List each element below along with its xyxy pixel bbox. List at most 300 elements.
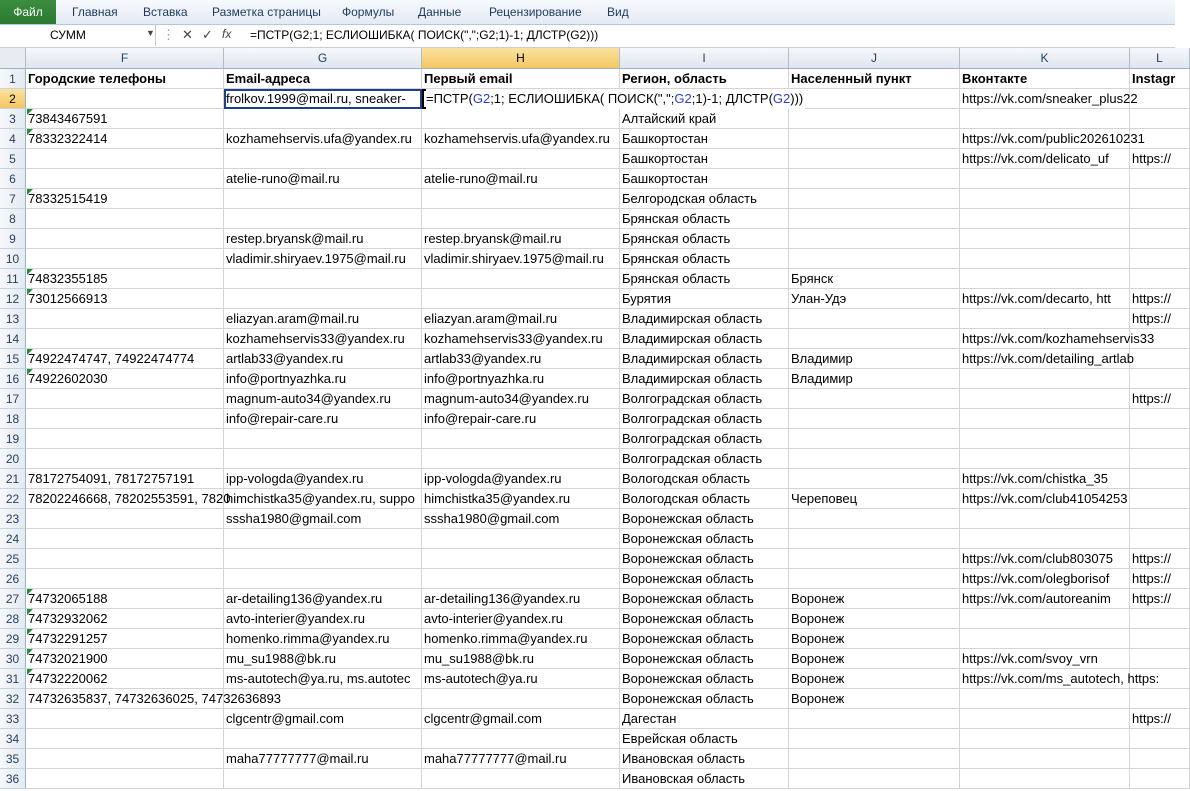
cell-g[interactable]: magnum-auto34@yandex.ru: [224, 389, 422, 409]
row-header[interactable]: 27: [0, 589, 26, 609]
row-header[interactable]: 31: [0, 669, 26, 689]
cell-k[interactable]: [960, 309, 1130, 329]
cell-h[interactable]: [422, 569, 620, 589]
cell-i[interactable]: Брянская область: [620, 269, 789, 289]
row-header[interactable]: 36: [0, 769, 26, 789]
cell-l[interactable]: [1130, 629, 1190, 649]
cell-l[interactable]: [1130, 529, 1190, 549]
cell-j[interactable]: [789, 309, 960, 329]
cell-i[interactable]: Башкортостан: [620, 129, 789, 149]
cell-k[interactable]: https://vk.com/club41054253: [960, 489, 1130, 509]
cell-i[interactable]: Воронежская область: [620, 509, 789, 529]
row-header[interactable]: 33: [0, 709, 26, 729]
cell-g[interactable]: [224, 289, 422, 309]
cell-j[interactable]: [789, 129, 960, 149]
cell-g[interactable]: [224, 149, 422, 169]
cell-l[interactable]: https://: [1130, 289, 1190, 309]
row-header[interactable]: 7: [0, 189, 26, 209]
tab-home[interactable]: Главная: [72, 5, 118, 19]
cell-k[interactable]: [960, 109, 1130, 129]
cell-j[interactable]: [789, 209, 960, 229]
cell-h[interactable]: [422, 149, 620, 169]
cell-g-referenced[interactable]: frolkov.1999@mail.ru, sneaker-: [224, 89, 422, 109]
cell-i[interactable]: Владимирская область: [620, 309, 789, 329]
cell-k[interactable]: https://vk.com/sneaker_plus22: [960, 89, 1130, 109]
header-cell-k[interactable]: Вконтакте: [960, 69, 1130, 89]
tab-review[interactable]: Рецензирование: [489, 5, 582, 19]
cell-l[interactable]: [1130, 429, 1190, 449]
row-header[interactable]: 6: [0, 169, 26, 189]
cell-j[interactable]: [789, 389, 960, 409]
cell-h[interactable]: clgcentr@gmail.com: [422, 709, 620, 729]
cell-k[interactable]: https://vk.com/olegborisof: [960, 569, 1130, 589]
cell-j[interactable]: [789, 749, 960, 769]
cell-k[interactable]: [960, 369, 1130, 389]
tab-data[interactable]: Данные: [418, 5, 462, 19]
cell-k[interactable]: [960, 229, 1130, 249]
cell-f[interactable]: [26, 329, 224, 349]
cell-f[interactable]: 74732220062: [26, 669, 224, 689]
cell-k[interactable]: [960, 729, 1130, 749]
row-header[interactable]: 3: [0, 109, 26, 129]
cell-j[interactable]: [789, 569, 960, 589]
cell-j[interactable]: [789, 729, 960, 749]
row-header[interactable]: 18: [0, 409, 26, 429]
cell-k[interactable]: [960, 529, 1130, 549]
cell-k[interactable]: [960, 689, 1130, 709]
cell-i[interactable]: Брянская область: [620, 229, 789, 249]
cell-k[interactable]: [960, 429, 1130, 449]
cell-k[interactable]: [960, 709, 1130, 729]
cell-j[interactable]: Воронеж: [789, 629, 960, 649]
cell-h[interactable]: [422, 429, 620, 449]
cell-l[interactable]: [1130, 129, 1190, 149]
header-cell-g[interactable]: Email-адреса: [224, 69, 422, 89]
cell-f[interactable]: [26, 209, 224, 229]
cell-k[interactable]: [960, 449, 1130, 469]
cell-k[interactable]: https://vk.com/autoreanim: [960, 589, 1130, 609]
cell-h[interactable]: info@repair-care.ru: [422, 409, 620, 429]
chevron-down-icon[interactable]: ▼: [146, 28, 155, 38]
cell-g[interactable]: [224, 729, 422, 749]
insert-function-icon[interactable]: fx: [222, 27, 232, 41]
cell-g[interactable]: [224, 429, 422, 449]
cell-i[interactable]: Волгоградская область: [620, 389, 789, 409]
row-header[interactable]: 29: [0, 629, 26, 649]
row-header[interactable]: 8: [0, 209, 26, 229]
row-header[interactable]: 1: [0, 69, 26, 89]
column-header-k[interactable]: K: [960, 48, 1130, 69]
cell-h[interactable]: mu_su1988@bk.ru: [422, 649, 620, 669]
cell-h[interactable]: [422, 529, 620, 549]
cell-k[interactable]: [960, 249, 1130, 269]
cell-i[interactable]: Брянская область: [620, 209, 789, 229]
cell-h[interactable]: avto-interier@yandex.ru: [422, 609, 620, 629]
cell-l[interactable]: [1130, 169, 1190, 189]
cell-h[interactable]: [422, 289, 620, 309]
cell-j[interactable]: Воронеж: [789, 649, 960, 669]
cell-l[interactable]: https://: [1130, 709, 1190, 729]
cell-f[interactable]: [26, 729, 224, 749]
cell-k[interactable]: [960, 749, 1130, 769]
cell-j[interactable]: [789, 509, 960, 529]
cell-l[interactable]: [1130, 109, 1190, 129]
cell-g[interactable]: eliazyan.aram@mail.ru: [224, 309, 422, 329]
cell-h[interactable]: ipp-vologda@yandex.ru: [422, 469, 620, 489]
row-header[interactable]: 2: [0, 89, 26, 109]
cell-g[interactable]: maha77777777@mail.ru: [224, 749, 422, 769]
cell-l[interactable]: [1130, 769, 1190, 789]
cell-g[interactable]: [224, 109, 422, 129]
cell-h[interactable]: maha77777777@mail.ru: [422, 749, 620, 769]
select-all-corner[interactable]: [0, 48, 26, 69]
cell-l[interactable]: [1130, 229, 1190, 249]
row-header[interactable]: 5: [0, 149, 26, 169]
cell-k[interactable]: https://vk.com/delicato_uf: [960, 149, 1130, 169]
cell-i[interactable]: Бурятия: [620, 289, 789, 309]
cell-f[interactable]: 78202246668, 78202553591, 7820: [26, 489, 224, 509]
cell-l[interactable]: [1130, 509, 1190, 529]
cell-j[interactable]: [789, 449, 960, 469]
row-header[interactable]: 23: [0, 509, 26, 529]
cell-l[interactable]: https://: [1130, 589, 1190, 609]
tab-insert[interactable]: Вставка: [143, 5, 188, 19]
cell-j[interactable]: Улан-Удэ: [789, 289, 960, 309]
cell-j[interactable]: [789, 169, 960, 189]
cell-h[interactable]: ar-detailing136@yandex.ru: [422, 589, 620, 609]
cell-f[interactable]: 74732065188: [26, 589, 224, 609]
cell-h-editing[interactable]: [422, 89, 804, 109]
cell-j[interactable]: Воронеж: [789, 609, 960, 629]
row-header[interactable]: 35: [0, 749, 26, 769]
cell-h[interactable]: himchistka35@yandex.ru: [422, 489, 620, 509]
cell-h[interactable]: [422, 549, 620, 569]
cell-f[interactable]: 73843467591: [26, 109, 224, 129]
cell-l[interactable]: [1130, 749, 1190, 769]
cell-l[interactable]: https://: [1130, 549, 1190, 569]
cell-j[interactable]: Брянск: [789, 269, 960, 289]
cell-f[interactable]: 74732021900: [26, 649, 224, 669]
cell-l[interactable]: [1130, 609, 1190, 629]
cell-h[interactable]: vladimir.shiryaev.1975@mail.ru: [422, 249, 620, 269]
cell-h[interactable]: [422, 689, 620, 709]
cell-i[interactable]: Воронежская область: [620, 629, 789, 649]
cell-j[interactable]: [789, 709, 960, 729]
cell-k[interactable]: [960, 409, 1130, 429]
cell-j[interactable]: [789, 409, 960, 429]
cell-h[interactable]: [422, 209, 620, 229]
row-header[interactable]: 12: [0, 289, 26, 309]
cell-j[interactable]: [789, 89, 960, 109]
cell-h[interactable]: [422, 189, 620, 209]
cell-i[interactable]: Владимирская область: [620, 349, 789, 369]
cell-g[interactable]: ar-detailing136@yandex.ru: [224, 589, 422, 609]
cell-f[interactable]: [26, 429, 224, 449]
cell-h[interactable]: homenko.rimma@yandex.ru: [422, 629, 620, 649]
cell-f[interactable]: 74732932062: [26, 609, 224, 629]
cell-g[interactable]: ipp-vologda@yandex.ru: [224, 469, 422, 489]
cell-f[interactable]: [26, 529, 224, 549]
tab-file[interactable]: Файл: [0, 0, 56, 24]
row-header[interactable]: 34: [0, 729, 26, 749]
cell-h[interactable]: eliazyan.aram@mail.ru: [422, 309, 620, 329]
row-header[interactable]: 24: [0, 529, 26, 549]
cell-i[interactable]: Владимирская область: [620, 369, 789, 389]
cell-i[interactable]: Воронежская область: [620, 589, 789, 609]
cell-i[interactable]: Дагестан: [620, 709, 789, 729]
header-cell-h[interactable]: Первый email: [422, 69, 620, 89]
cell-j[interactable]: Воронеж: [789, 589, 960, 609]
cell-l[interactable]: [1130, 409, 1190, 429]
cell-l[interactable]: https://: [1130, 149, 1190, 169]
cell-f[interactable]: [26, 249, 224, 269]
cell-j[interactable]: [789, 229, 960, 249]
cell-f[interactable]: 74732291257: [26, 629, 224, 649]
cell-l[interactable]: [1130, 489, 1190, 509]
cell-g[interactable]: info@repair-care.ru: [224, 409, 422, 429]
cell-l[interactable]: https://: [1130, 309, 1190, 329]
cell-l[interactable]: [1130, 189, 1190, 209]
cell-j[interactable]: [789, 329, 960, 349]
row-header[interactable]: 26: [0, 569, 26, 589]
cell-g[interactable]: homenko.rimma@yandex.ru: [224, 629, 422, 649]
tab-formulas[interactable]: Формулы: [342, 5, 395, 19]
cell-l[interactable]: [1130, 449, 1190, 469]
cell-f[interactable]: 74732635837, 74732636025, 74732636893: [26, 689, 224, 709]
tab-view[interactable]: Вид: [607, 5, 629, 19]
row-header[interactable]: 9: [0, 229, 26, 249]
column-header-i[interactable]: I: [620, 48, 789, 69]
cell-i[interactable]: Волгоградская область: [620, 429, 789, 449]
cell-k[interactable]: https://vk.com/svoy_vrn: [960, 649, 1130, 669]
cell-h[interactable]: kozhamehservis33@yandex.ru: [422, 329, 620, 349]
row-header[interactable]: 10: [0, 249, 26, 269]
cell-k[interactable]: [960, 389, 1130, 409]
cell-f[interactable]: 74922602030: [26, 369, 224, 389]
cell-i[interactable]: Ивановская область: [620, 749, 789, 769]
cancel-icon[interactable]: ✕: [182, 27, 193, 42]
cell-g[interactable]: ms-autotech@ya.ru, ms.autotec: [224, 669, 422, 689]
row-header[interactable]: 13: [0, 309, 26, 329]
cell-k[interactable]: [960, 609, 1130, 629]
tab-page-layout[interactable]: Разметка страницы: [212, 5, 321, 19]
cell-k[interactable]: [960, 629, 1130, 649]
header-cell-i[interactable]: Регион, область: [620, 69, 789, 89]
cell-g[interactable]: clgcentr@gmail.com: [224, 709, 422, 729]
cell-k[interactable]: [960, 509, 1130, 529]
cell-i[interactable]: Воронежская область: [620, 689, 789, 709]
cell-f[interactable]: [26, 169, 224, 189]
cell-h[interactable]: [422, 449, 620, 469]
cell-h[interactable]: atelie-runo@mail.ru: [422, 169, 620, 189]
cell-h[interactable]: kozhamehservis.ufa@yandex.ru: [422, 129, 620, 149]
cell-i[interactable]: Воронежская область: [620, 609, 789, 629]
cell-g[interactable]: [224, 449, 422, 469]
row-header[interactable]: 17: [0, 389, 26, 409]
cell-f[interactable]: [26, 309, 224, 329]
cell-h[interactable]: sssha1980@gmail.com: [422, 509, 620, 529]
cell-k[interactable]: [960, 209, 1130, 229]
cell-f[interactable]: [26, 709, 224, 729]
cell-h[interactable]: info@portnyazhka.ru: [422, 369, 620, 389]
row-header[interactable]: 16: [0, 369, 26, 389]
cell-l[interactable]: [1130, 729, 1190, 749]
cell-l[interactable]: [1130, 469, 1190, 489]
cell-f[interactable]: 78332322414: [26, 129, 224, 149]
cell-g[interactable]: kozhamehservis33@yandex.ru: [224, 329, 422, 349]
cell-f[interactable]: 78172754091, 78172757191: [26, 469, 224, 489]
cell-i[interactable]: Еврейская область: [620, 729, 789, 749]
cell-l[interactable]: [1130, 209, 1190, 229]
cell-h[interactable]: [422, 109, 620, 129]
cell-i[interactable]: Волгоградская область: [620, 409, 789, 429]
column-header-l[interactable]: L: [1130, 48, 1190, 69]
cell-h[interactable]: magnum-auto34@yandex.ru: [422, 389, 620, 409]
cell-l[interactable]: [1130, 349, 1190, 369]
column-header-f[interactable]: F: [26, 48, 224, 69]
row-header[interactable]: 4: [0, 129, 26, 149]
header-cell-l[interactable]: Instagr: [1130, 69, 1190, 89]
row-header[interactable]: 28: [0, 609, 26, 629]
cell-f[interactable]: [26, 449, 224, 469]
cell-k[interactable]: https://vk.com/club803075: [960, 549, 1130, 569]
cell-f[interactable]: 73012566913: [26, 289, 224, 309]
cell-f[interactable]: 74922474747, 74922474774: [26, 349, 224, 369]
cell-j[interactable]: [789, 149, 960, 169]
cell-g[interactable]: vladimir.shiryaev.1975@mail.ru: [224, 249, 422, 269]
formula-input[interactable]: =ПСТР(G2;1; ЕСЛИОШИБКА( ПОИСК(",";G2;1)-1; ДЛСТР(G2))): [250, 28, 599, 42]
cell-j[interactable]: Воронеж: [789, 689, 960, 709]
cell-i[interactable]: Владимирская область: [620, 329, 789, 349]
cell-j[interactable]: [789, 769, 960, 789]
cell-j[interactable]: [789, 109, 960, 129]
row-header[interactable]: 19: [0, 429, 26, 449]
cell-h[interactable]: [422, 269, 620, 289]
cell-h[interactable]: ms-autotech@ya.ru: [422, 669, 620, 689]
cell-l[interactable]: [1130, 269, 1190, 289]
cell-k[interactable]: https://vk.com/kozhamehservis33: [960, 329, 1130, 349]
cell-k[interactable]: [960, 189, 1130, 209]
cell-i[interactable]: Воронежская область: [620, 549, 789, 569]
row-header[interactable]: 11: [0, 269, 26, 289]
cell-g[interactable]: avto-interier@yandex.ru: [224, 609, 422, 629]
cell-l[interactable]: [1130, 369, 1190, 389]
cell-g[interactable]: [224, 269, 422, 289]
cell-j[interactable]: [789, 249, 960, 269]
column-header-j[interactable]: J: [789, 48, 960, 69]
cell-i[interactable]: Воронежская область: [620, 529, 789, 549]
cell-k[interactable]: [960, 769, 1130, 789]
cell-g[interactable]: [224, 209, 422, 229]
cell-f[interactable]: [26, 149, 224, 169]
cell-k[interactable]: https://vk.com/decarto, htt: [960, 289, 1130, 309]
cell-f[interactable]: 74832355185: [26, 269, 224, 289]
cell-i[interactable]: Воронежская область: [620, 569, 789, 589]
cell-g[interactable]: [224, 189, 422, 209]
cell-i[interactable]: Ивановская область: [620, 769, 789, 789]
cell-j[interactable]: Владимир: [789, 369, 960, 389]
cell-i[interactable]: Белгородская область: [620, 189, 789, 209]
cell-f[interactable]: [26, 549, 224, 569]
cell-l[interactable]: [1130, 89, 1190, 109]
column-header-g[interactable]: G: [224, 48, 422, 69]
cell-f[interactable]: [26, 749, 224, 769]
row-header[interactable]: 25: [0, 549, 26, 569]
cell-i[interactable]: Башкортостан: [620, 149, 789, 169]
cell-l[interactable]: [1130, 669, 1190, 689]
cell-f[interactable]: [26, 389, 224, 409]
cell-h[interactable]: [422, 769, 620, 789]
cell-k[interactable]: https://vk.com/ms_autotech, https:: [960, 669, 1130, 689]
row-header[interactable]: 30: [0, 649, 26, 669]
cell-i[interactable]: Воронежская область: [620, 669, 789, 689]
row-header[interactable]: 15: [0, 349, 26, 369]
cell-f[interactable]: [26, 409, 224, 429]
cell-h[interactable]: [422, 729, 620, 749]
row-header[interactable]: 21: [0, 469, 26, 489]
cell-k[interactable]: https://vk.com/chistka_35: [960, 469, 1130, 489]
cell-h[interactable]: restep.bryansk@mail.ru: [422, 229, 620, 249]
row-header[interactable]: 32: [0, 689, 26, 709]
cell-i[interactable]: Брянская область: [620, 249, 789, 269]
cell-k[interactable]: [960, 269, 1130, 289]
cell-l[interactable]: [1130, 689, 1190, 709]
cell-g[interactable]: [224, 549, 422, 569]
cell-k[interactable]: https://vk.com/detailing_artlab: [960, 349, 1130, 369]
name-box[interactable]: [0, 25, 156, 46]
cell-g[interactable]: artlab33@yandex.ru: [224, 349, 422, 369]
cell-g[interactable]: mu_su1988@bk.ru: [224, 649, 422, 669]
cell-g[interactable]: sssha1980@gmail.com: [224, 509, 422, 529]
cell-f[interactable]: [26, 229, 224, 249]
cell-i[interactable]: Вологодская область: [620, 469, 789, 489]
cell-f[interactable]: [26, 569, 224, 589]
row-header[interactable]: 20: [0, 449, 26, 469]
cell-k[interactable]: https://vk.com/public202610231: [960, 129, 1130, 149]
cell-k[interactable]: [960, 169, 1130, 189]
cell-i[interactable]: Воронежская область: [620, 649, 789, 669]
cell-f[interactable]: 78332515419: [26, 189, 224, 209]
cell-l[interactable]: [1130, 249, 1190, 269]
cell-i[interactable]: Волгоградская область: [620, 449, 789, 469]
cell-g[interactable]: himchistka35@yandex.ru, suppo: [224, 489, 422, 509]
column-header-h[interactable]: H: [422, 48, 620, 69]
cell-g[interactable]: [224, 769, 422, 789]
cell-g[interactable]: restep.bryansk@mail.ru: [224, 229, 422, 249]
cell-h[interactable]: artlab33@yandex.ru: [422, 349, 620, 369]
cell-g[interactable]: [224, 529, 422, 549]
cell-l[interactable]: [1130, 329, 1190, 349]
cell-j[interactable]: Воронеж: [789, 669, 960, 689]
cell-j[interactable]: [789, 429, 960, 449]
cell-j[interactable]: [789, 189, 960, 209]
row-header[interactable]: 14: [0, 329, 26, 349]
header-cell-f[interactable]: Городские телефоны: [26, 69, 224, 89]
cell-f[interactable]: [26, 769, 224, 789]
cell-i[interactable]: Алтайский край: [620, 109, 789, 129]
header-cell-j[interactable]: Населенный пункт: [789, 69, 960, 89]
cell-i[interactable]: Вологодская область: [620, 489, 789, 509]
cell-g[interactable]: info@portnyazhka.ru: [224, 369, 422, 389]
cell-i[interactable]: Башкортостан: [620, 169, 789, 189]
cell-g[interactable]: [224, 569, 422, 589]
cell-j[interactable]: [789, 469, 960, 489]
cell-l[interactable]: https://: [1130, 569, 1190, 589]
cell-f[interactable]: [26, 509, 224, 529]
cell-f[interactable]: [26, 89, 224, 109]
cell-l[interactable]: https://: [1130, 389, 1190, 409]
row-header[interactable]: 22: [0, 489, 26, 509]
